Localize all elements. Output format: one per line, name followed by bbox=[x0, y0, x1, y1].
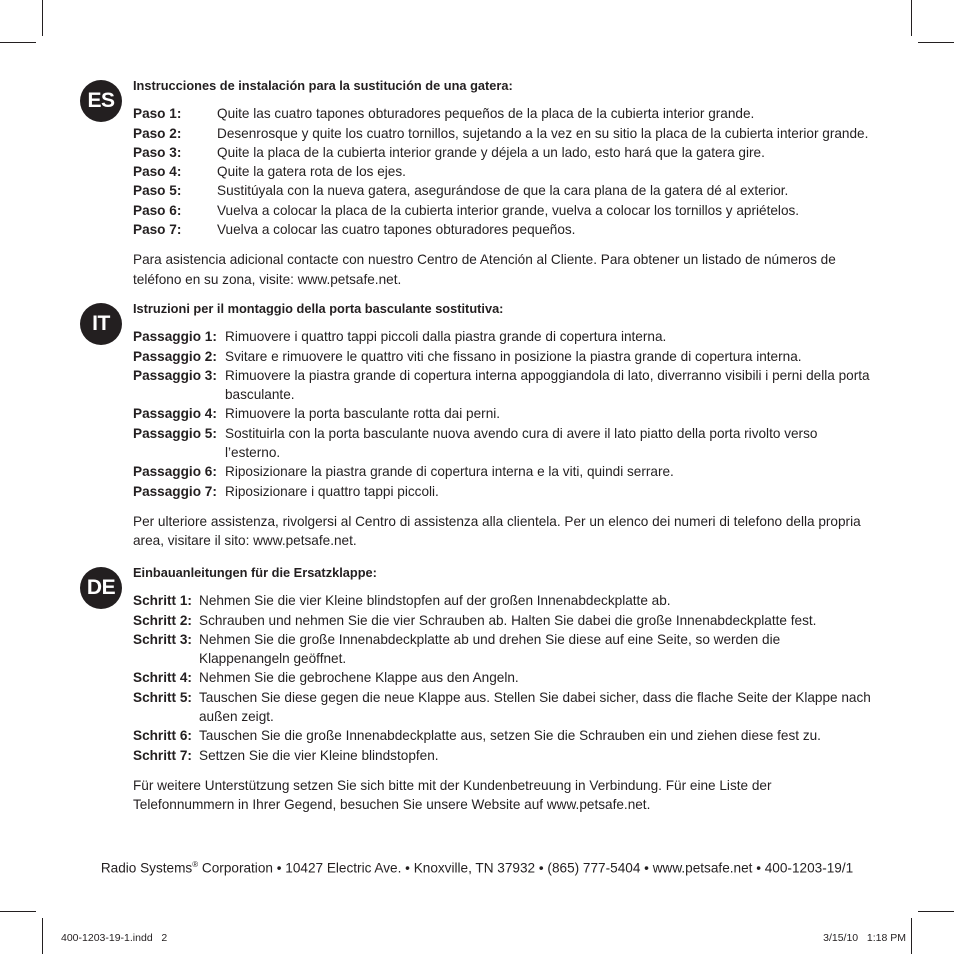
step-label: Paso 5: bbox=[133, 183, 182, 199]
step-text: Settzen Sie die vier Kleine blindstopfen. bbox=[199, 747, 439, 763]
step-label: Passaggio 1: bbox=[133, 329, 217, 345]
step-label: Passaggio 5: bbox=[133, 425, 217, 441]
language-badge-es: ES bbox=[80, 80, 122, 122]
step-list bbox=[133, 104, 873, 239]
support-note: Per ulteriore assistenza, rivolgersi al Centro di assistenza alla clientela. Per un elenco dei numeri di telefono della propria area, visitare il sito: www.petsafe.net. bbox=[133, 513, 861, 549]
section-content bbox=[133, 299, 873, 551]
support-note: Para asistencia adicional contacte con nuestro Centro de Atención al Cliente. Para obtener un listado de números de teléfono en su zona, visite: www.petsafe.net. bbox=[133, 252, 836, 287]
step-item bbox=[133, 746, 873, 765]
step-text: Nehmen Sie die vier Kleine blindstopfen auf der großen Innenabdeckplatte ab. bbox=[199, 593, 671, 609]
step-label: Schritt 3: bbox=[133, 631, 192, 647]
step-text: Nehmen Sie die gebrochene Klappe aus den Angeln. bbox=[199, 670, 519, 686]
step-label: Paso 2: bbox=[133, 125, 182, 141]
step-item bbox=[133, 482, 873, 501]
slug-datetime: 3/15/10 1:18 PM bbox=[823, 932, 906, 944]
step-text: Rimuovere la piastra grande di copertura interna appoggiandola di lato, diverranno visibili i perni della porta basculante. bbox=[225, 367, 870, 403]
section-content bbox=[133, 563, 873, 815]
step-label: Schritt 5: bbox=[133, 689, 192, 705]
step-item bbox=[133, 591, 873, 610]
step-item bbox=[133, 668, 873, 687]
crop-mark-bottom-right-h bbox=[918, 911, 954, 912]
step-list bbox=[133, 591, 873, 765]
step-item bbox=[133, 220, 873, 239]
step-text: Vuelva a colocar la placa de la cubierta interior grande, vuelva a colocar los tornillos y apriételos. bbox=[217, 202, 800, 218]
company-address: Corporation • 10427 Electric Ave. • Knoxville, TN 37932 • (865) 777-5404 • www.petsafe.net • 400-1203-19/1 bbox=[198, 860, 854, 876]
crop-mark-bottom-left-h bbox=[0, 911, 36, 912]
step-text: Rimuovere i quattro tappi piccoli dalla piastra grande di copertura interna. bbox=[225, 329, 667, 345]
step-list bbox=[133, 327, 873, 501]
step-item bbox=[133, 611, 873, 630]
company-name: Radio Systems bbox=[100, 860, 193, 876]
step-item bbox=[133, 726, 873, 745]
support-note: Für weitere Unterstützung setzen Sie sich bitte mit der Kundenbetreuung in Verbindung. Für eine Liste der Telefonnummern in Ihrer Gegend, besuchen Sie unsere Website auf www.petsafe.net. bbox=[133, 777, 772, 813]
step-label: Paso 6: bbox=[133, 202, 182, 218]
step-item bbox=[133, 181, 873, 200]
step-text: Sostituirla con la porta basculante nuova avendo cura di avere il lato piatto della porta rivolto verso l’esterno. bbox=[225, 425, 818, 461]
step-text: Vuelva a colocar las cuatro tapones obturadores pequeños. bbox=[217, 222, 576, 238]
step-item bbox=[133, 124, 873, 143]
step-item bbox=[133, 630, 873, 669]
step-label: Paso 3: bbox=[133, 144, 182, 160]
registered-mark: ® bbox=[192, 860, 199, 869]
step-text: Riposizionare la piastra grande di copertura interna e la viti, quindi serrare. bbox=[225, 464, 674, 480]
step-item bbox=[133, 162, 873, 181]
step-text: Quite la gatera rota de los ejes. bbox=[217, 164, 406, 180]
step-item bbox=[133, 327, 873, 346]
step-label: Schritt 1: bbox=[133, 593, 192, 609]
step-text: Tauschen Sie die große Innenabdeckplatte aus, setzen Sie die Schrauben ein und ziehen diese fest zu. bbox=[199, 728, 821, 744]
step-item bbox=[133, 104, 873, 123]
step-item bbox=[133, 366, 873, 405]
slug-filename: 400-1203-19-1.indd 2 bbox=[61, 932, 168, 944]
step-text: Riposizionare i quattro tappi piccoli. bbox=[225, 483, 439, 499]
crop-mark-top-left-h bbox=[0, 42, 36, 43]
step-label: Paso 4: bbox=[133, 164, 182, 180]
crop-mark-top-right-h bbox=[918, 42, 954, 43]
step-text: Sustitúyala con la nueva gatera, asegurándose de que la cara plana de la gatera dé al exterior. bbox=[217, 183, 789, 199]
language-badge-de: DE bbox=[80, 567, 122, 609]
step-text: Schrauben und nehmen Sie die vier Schrauben ab. Halten Sie dabei die große Innenabdeckplatte fest. bbox=[199, 612, 817, 628]
step-text: Svitare e rimuovere le quattro viti che fissano in posizione la piastra grande di copertura interna. bbox=[225, 348, 802, 364]
step-label: Passaggio 6: bbox=[133, 464, 217, 480]
crop-mark-bottom-right-v bbox=[911, 918, 912, 954]
step-item bbox=[133, 424, 873, 463]
step-item bbox=[133, 404, 873, 423]
step-text: Quite las cuatro tapones obturadores pequeños de la placa de la cubierta interior grande. bbox=[217, 106, 755, 122]
step-text: Tauschen Sie diese gegen die neue Klappe aus. Stellen Sie dabei sicher, dass die flache Seite der Klappe nach außen zeigt. bbox=[199, 689, 871, 725]
step-label: Passaggio 3: bbox=[133, 367, 217, 383]
step-item bbox=[133, 347, 873, 366]
company-footer bbox=[0, 860, 954, 876]
crop-mark-top-right-v bbox=[911, 0, 912, 36]
step-label: Paso 1: bbox=[133, 106, 182, 122]
step-item bbox=[133, 201, 873, 220]
crop-mark-top-left-v bbox=[42, 0, 43, 36]
step-item bbox=[133, 143, 873, 162]
step-label: Schritt 4: bbox=[133, 670, 192, 686]
step-label: Schritt 7: bbox=[133, 747, 192, 763]
step-text: Nehmen Sie die große Innenabdeckplatte ab und drehen Sie diese auf eine Seite, so werden die Klappenangeln geöffnet. bbox=[199, 631, 781, 667]
step-text: Quite la placa de la cubierta interior grande y déjela a un lado, esto hará que la gatera gire. bbox=[217, 144, 765, 160]
step-label: Passaggio 2: bbox=[133, 348, 217, 364]
section-title: Einbauanleitungen für die Ersatzklappe: bbox=[133, 565, 377, 580]
step-label: Schritt 6: bbox=[133, 728, 192, 744]
step-label: Schritt 2: bbox=[133, 612, 192, 628]
step-text: Desenrosque y quite los cuatro tornillos, sujetando a la vez en su sitio la placa de la cubierta interior grande. bbox=[217, 125, 869, 141]
step-label: Passaggio 7: bbox=[133, 483, 217, 499]
section-title: Istruzioni per il montaggio della porta basculante sostitutiva: bbox=[133, 301, 504, 316]
step-text: Rimuovere la porta basculante rotta dai perni. bbox=[225, 406, 501, 422]
crop-mark-bottom-left-v bbox=[42, 918, 43, 954]
step-label: Passaggio 4: bbox=[133, 406, 217, 422]
section-title: Instrucciones de instalación para la sustitución de una gatera: bbox=[133, 78, 513, 93]
language-badge-it: IT bbox=[80, 303, 122, 345]
step-item bbox=[133, 462, 873, 481]
section-content bbox=[133, 76, 873, 289]
step-item bbox=[133, 688, 873, 727]
step-label: Paso 7: bbox=[133, 222, 182, 238]
